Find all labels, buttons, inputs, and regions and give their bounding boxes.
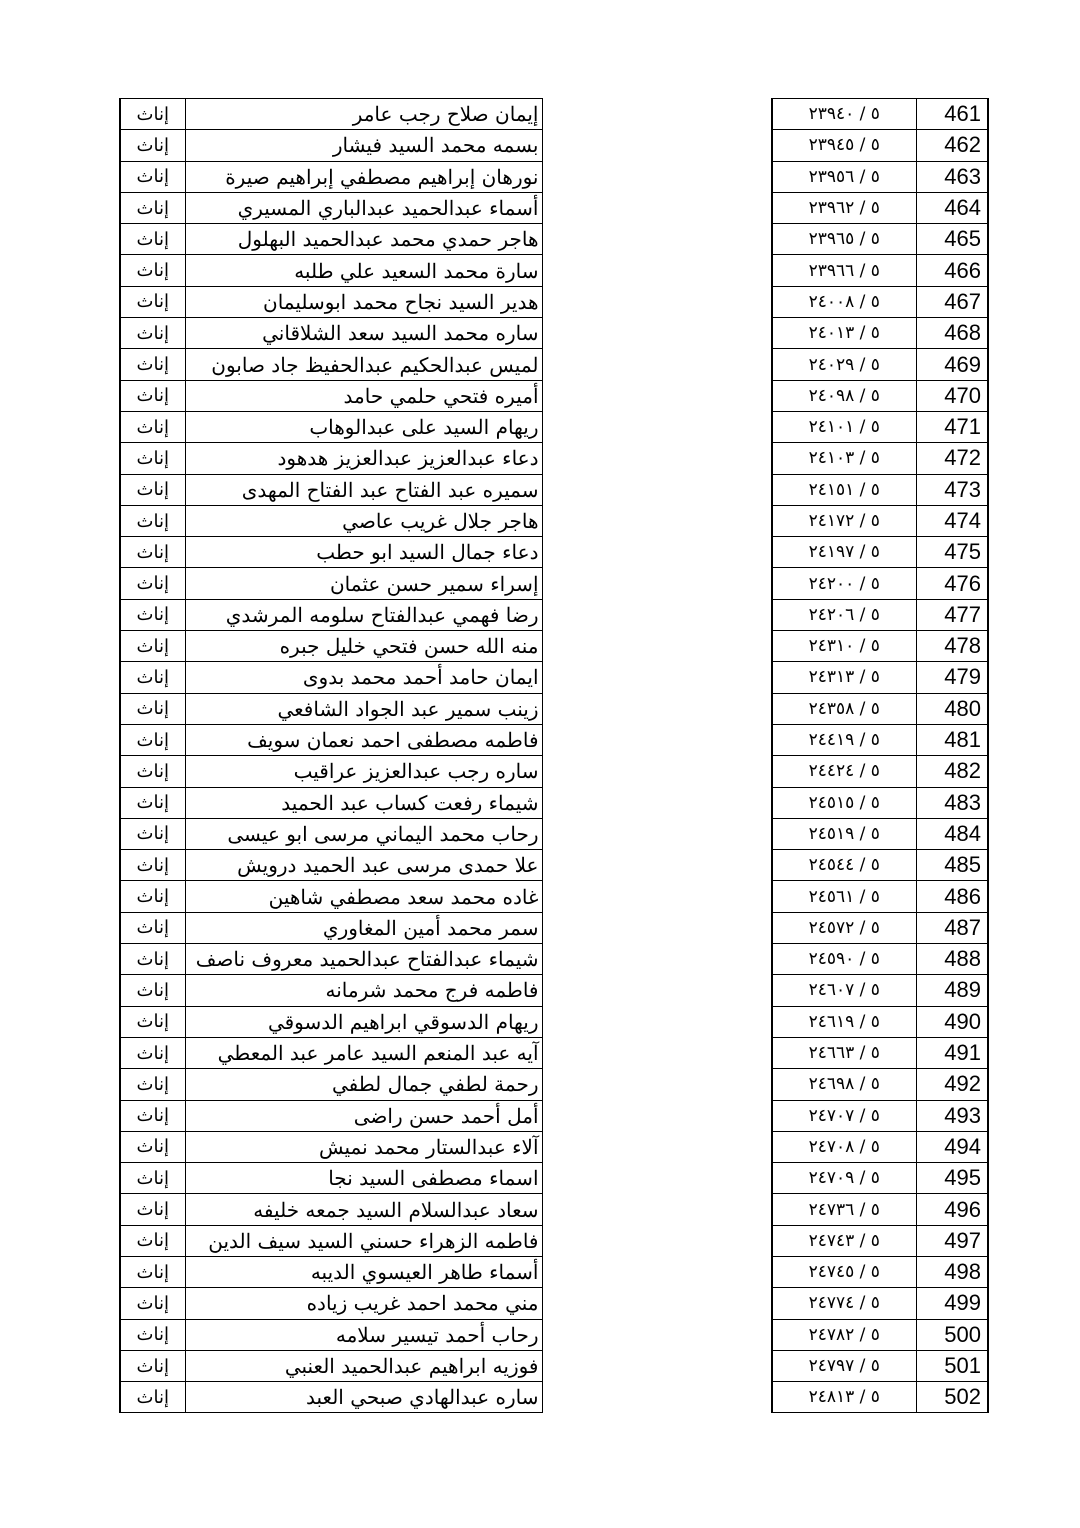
table-row — [772, 881, 988, 912]
code-cell: ٥ / ٢٤١٠١ — [772, 411, 916, 442]
serial-number-cell: 475 — [916, 537, 988, 568]
gender-cell: إناث — [120, 443, 185, 474]
table-row — [772, 787, 988, 818]
gender-cell: إناث — [120, 1225, 185, 1256]
gender-cell: إناث — [120, 474, 185, 505]
serial-number-cell: 481 — [916, 724, 988, 755]
table-row — [120, 380, 542, 411]
table-row — [120, 255, 542, 286]
table-row — [772, 255, 988, 286]
code-cell: ٥ / ٢٣٩٥٦ — [772, 161, 916, 192]
code-cell: ٥ / ٢٤٧٧٤ — [772, 1288, 916, 1319]
serial-number-cell: 473 — [916, 474, 988, 505]
table-row — [772, 944, 988, 975]
serial-number-cell: 497 — [916, 1225, 988, 1256]
name-cell: رحاب محمد اليماني مرسى ابو عيسى — [185, 818, 542, 849]
serial-number-cell: 488 — [916, 944, 988, 975]
table-row — [120, 787, 542, 818]
gender-cell: إناث — [120, 944, 185, 975]
table-row — [120, 537, 542, 568]
code-cell: ٥ / ٢٤٧٠٧ — [772, 1100, 916, 1131]
table-row — [772, 631, 988, 662]
serial-number-cell: 489 — [916, 975, 988, 1006]
name-cell: علا حمدى مرسى عبد الحميد درويش — [185, 850, 542, 881]
table-row — [772, 349, 988, 380]
code-cell: ٥ / ٢٣٩٤٥ — [772, 130, 916, 161]
table-row — [772, 1288, 988, 1319]
table-row — [772, 1006, 988, 1037]
serial-number-cell: 472 — [916, 443, 988, 474]
table-row — [772, 568, 988, 599]
gender-cell: إناث — [120, 599, 185, 630]
names-table-body — [120, 99, 542, 1413]
name-cell: ريهام السيد على عبدالوهاب — [185, 411, 542, 442]
serial-number-cell: 487 — [916, 912, 988, 943]
serial-number-cell: 465 — [916, 224, 988, 255]
serial-number-cell: 494 — [916, 1131, 988, 1162]
name-cell: دعاء عبدالعزيز عبدالعزيز هدهود — [185, 443, 542, 474]
name-cell: إيمان صلاح رجب عامر — [185, 99, 542, 130]
table-row — [120, 443, 542, 474]
code-cell: ٥ / ٢٤٨١٣ — [772, 1382, 916, 1413]
name-cell: سمر محمد أمين المغاوري — [185, 912, 542, 943]
gender-cell: إناث — [120, 850, 185, 881]
code-cell: ٥ / ٢٤٠٢٩ — [772, 349, 916, 380]
name-cell: نورهان إبراهيم مصطفي إبراهيم صيرة — [185, 161, 542, 192]
table-row — [120, 1131, 542, 1162]
gender-cell: إناث — [120, 349, 185, 380]
serial-number-cell: 462 — [916, 130, 988, 161]
name-cell: شيماء رفعت كساب عبد الحميد — [185, 787, 542, 818]
gender-cell: إناث — [120, 286, 185, 317]
code-cell: ٥ / ٢٤٣١٠ — [772, 631, 916, 662]
table-row — [120, 1382, 542, 1413]
table-row — [120, 286, 542, 317]
name-cell: منه الله حسن فتحي خليل جبره — [185, 631, 542, 662]
table-row — [772, 1194, 988, 1225]
table-row — [772, 1382, 988, 1413]
table-row — [120, 411, 542, 442]
code-cell: ٥ / ٢٣٩٦٦ — [772, 255, 916, 286]
name-cell: شيماء عبدالفتاح عبدالحميد معروف ناصف — [185, 944, 542, 975]
table-row — [120, 161, 542, 192]
table-row — [120, 818, 542, 849]
serial-number-cell: 477 — [916, 599, 988, 630]
name-cell: سارة محمد السعيد علي طلبه — [185, 255, 542, 286]
serial-number-cell: 486 — [916, 881, 988, 912]
serial-number-cell: 476 — [916, 568, 988, 599]
codes-table-body — [772, 99, 988, 1413]
code-cell: ٥ / ٢٤٣١٣ — [772, 662, 916, 693]
gender-cell: إناث — [120, 224, 185, 255]
table-row — [772, 130, 988, 161]
table-row — [120, 1225, 542, 1256]
table-row — [772, 318, 988, 349]
table-row — [772, 912, 988, 943]
name-cell: أسماء عبدالحميد عبدالباري المسيري — [185, 192, 542, 223]
serial-number-cell: 499 — [916, 1288, 988, 1319]
gender-cell: إناث — [120, 505, 185, 536]
name-cell: دعاء جمال السيد ابو حطب — [185, 537, 542, 568]
serial-number-cell: 471 — [916, 411, 988, 442]
table-row — [120, 318, 542, 349]
code-cell: ٥ / ٢٤٠٠٨ — [772, 286, 916, 317]
name-cell: ايمان حامد أحمد محمد بدوى — [185, 662, 542, 693]
table-row — [772, 380, 988, 411]
name-cell: فاطمه الزهراء حسني السيد سيف الدين — [185, 1225, 542, 1256]
code-cell: ٥ / ٢٣٩٦٥ — [772, 224, 916, 255]
name-cell: هدير السيد نجاح محمد ابوسليمان — [185, 286, 542, 317]
table-row — [120, 99, 542, 130]
code-cell: ٥ / ٢٤١٠٣ — [772, 443, 916, 474]
name-cell: ريهام الدسوقي ابراهيم الدسوقي — [185, 1006, 542, 1037]
serial-number-cell: 498 — [916, 1256, 988, 1287]
table-row — [772, 224, 988, 255]
name-cell: هاجر جلال غريب عاصي — [185, 505, 542, 536]
table-row — [120, 192, 542, 223]
table-row — [772, 161, 988, 192]
name-cell: رحمة لطفي جمال لطفي — [185, 1069, 542, 1100]
code-cell: ٥ / ٢٤٠١٣ — [772, 318, 916, 349]
gender-cell: إناث — [120, 756, 185, 787]
serial-number-cell: 470 — [916, 380, 988, 411]
table-row — [120, 599, 542, 630]
serial-number-cell: 502 — [916, 1382, 988, 1413]
name-cell: رضا فهمي عبدالفتاح سلومه المرشدي — [185, 599, 542, 630]
code-cell: ٥ / ٢٤٥٦١ — [772, 881, 916, 912]
table-row — [120, 1037, 542, 1068]
serial-number-cell: 483 — [916, 787, 988, 818]
table-row — [120, 1256, 542, 1287]
code-cell: ٥ / ٢٤١٩٧ — [772, 537, 916, 568]
serial-number-cell: 468 — [916, 318, 988, 349]
gender-cell: إناث — [120, 1256, 185, 1287]
gender-cell: إناث — [120, 161, 185, 192]
name-cell: بسمه محمد السيد فيشار — [185, 130, 542, 161]
gender-cell: إناث — [120, 693, 185, 724]
table-row — [772, 693, 988, 724]
table-row — [120, 349, 542, 380]
table-row — [772, 599, 988, 630]
table-row — [772, 975, 988, 1006]
gender-cell: إناث — [120, 1037, 185, 1068]
table-row — [120, 130, 542, 161]
gender-cell: إناث — [120, 1069, 185, 1100]
gender-cell: إناث — [120, 787, 185, 818]
serial-number-cell: 490 — [916, 1006, 988, 1037]
gender-cell: إناث — [120, 724, 185, 755]
gender-cell: إناث — [120, 1382, 185, 1413]
gender-cell: إناث — [120, 1319, 185, 1350]
name-cell: ساره رجب عبدالعزيز عراقيب — [185, 756, 542, 787]
name-cell: ساره محمد السيد سعد الشلاقاني — [185, 318, 542, 349]
table-row — [120, 850, 542, 881]
gender-cell: إناث — [120, 1163, 185, 1194]
name-cell: غاده محمد سعد مصطفي شاهين — [185, 881, 542, 912]
code-cell: ٥ / ٢٤٦٦٣ — [772, 1037, 916, 1068]
name-cell: مني محمد احمد غريب زياده — [185, 1288, 542, 1319]
serial-number-cell: 474 — [916, 505, 988, 536]
name-cell: آيه عبد المنعم السيد عامر عبد المعطي — [185, 1037, 542, 1068]
serial-number-cell: 484 — [916, 818, 988, 849]
gender-cell: إناث — [120, 1006, 185, 1037]
gender-cell: إناث — [120, 1100, 185, 1131]
table-row — [772, 411, 988, 442]
table-row — [120, 662, 542, 693]
name-cell: اسماء مصطفى السيد نجا — [185, 1163, 542, 1194]
code-cell: ٥ / ٢٤٥٧٢ — [772, 912, 916, 943]
serial-number-cell: 485 — [916, 850, 988, 881]
table-row — [120, 1194, 542, 1225]
code-cell: ٥ / ٢٤٥١٩ — [772, 818, 916, 849]
table-row — [120, 631, 542, 662]
names-table — [119, 98, 543, 1413]
serial-number-cell: 461 — [916, 99, 988, 130]
gender-cell: إناث — [120, 192, 185, 223]
serial-number-cell: 478 — [916, 631, 988, 662]
table-row — [120, 881, 542, 912]
serial-number-cell: 467 — [916, 286, 988, 317]
code-cell: ٥ / ٢٤٢٠٠ — [772, 568, 916, 599]
table-row — [120, 912, 542, 943]
table-row — [772, 474, 988, 505]
table-row — [120, 568, 542, 599]
gender-cell: إناث — [120, 1194, 185, 1225]
code-cell: ٥ / ٢٤٦٠٧ — [772, 975, 916, 1006]
table-row — [772, 286, 988, 317]
table-row — [120, 975, 542, 1006]
gender-cell: إناث — [120, 881, 185, 912]
code-cell: ٥ / ٢٤١٧٢ — [772, 505, 916, 536]
table-row — [772, 1163, 988, 1194]
table-row — [772, 1037, 988, 1068]
serial-number-cell: 466 — [916, 255, 988, 286]
table-row — [772, 443, 988, 474]
serial-number-cell: 480 — [916, 693, 988, 724]
name-cell: فاطمه فرج محمد شرمانه — [185, 975, 542, 1006]
name-cell: فاطمه مصطفى احمد نعمان سويف — [185, 724, 542, 755]
serial-number-cell: 495 — [916, 1163, 988, 1194]
gender-cell: إناث — [120, 380, 185, 411]
gender-cell: إناث — [120, 1288, 185, 1319]
table-row — [772, 1256, 988, 1287]
code-cell: ٥ / ٢٤٧٤٣ — [772, 1225, 916, 1256]
name-cell: سميره عبد الفتاح عبد الفتاح المهدى — [185, 474, 542, 505]
serial-number-cell: 482 — [916, 756, 988, 787]
code-cell: ٥ / ٢٣٩٦٢ — [772, 192, 916, 223]
codes-table — [771, 98, 989, 1413]
code-cell: ٥ / ٢٤٧٨٢ — [772, 1319, 916, 1350]
table-row — [772, 1350, 988, 1381]
table-row — [772, 99, 988, 130]
table-row — [120, 1100, 542, 1131]
name-cell: أسماء طاهر العيسوي الديبه — [185, 1256, 542, 1287]
table-row — [120, 756, 542, 787]
name-cell: سعاد عبدالسلام السيد جمعه خليفه — [185, 1194, 542, 1225]
table-row — [772, 818, 988, 849]
serial-number-cell: 469 — [916, 349, 988, 380]
code-cell: ٥ / ٢٤٧٩٧ — [772, 1350, 916, 1381]
table-row — [120, 693, 542, 724]
serial-number-cell: 496 — [916, 1194, 988, 1225]
code-cell: ٥ / ٢٤٤١٩ — [772, 724, 916, 755]
table-row — [120, 474, 542, 505]
serial-number-cell: 500 — [916, 1319, 988, 1350]
name-cell: فوزيه ابراهيم عبدالحميد العنبي — [185, 1350, 542, 1381]
code-cell: ٥ / ٢٤٥٤٤ — [772, 850, 916, 881]
table-row — [772, 1225, 988, 1256]
gender-cell: إناث — [120, 537, 185, 568]
gender-cell: إناث — [120, 318, 185, 349]
gender-cell: إناث — [120, 975, 185, 1006]
code-cell: ٥ / ٢٤٥١٥ — [772, 787, 916, 818]
table-row — [120, 1163, 542, 1194]
name-cell: آلاء عبدالستار محمد نميش — [185, 1131, 542, 1162]
gender-cell: إناث — [120, 1131, 185, 1162]
table-row — [772, 1069, 988, 1100]
name-cell: رحاب أحمد تيسير سلامه — [185, 1319, 542, 1350]
gender-cell: إناث — [120, 631, 185, 662]
code-cell: ٥ / ٢٤٧٣٦ — [772, 1194, 916, 1225]
code-cell: ٥ / ٢٤٦٩٨ — [772, 1069, 916, 1100]
table-row — [772, 662, 988, 693]
code-cell: ٥ / ٢٤٧٤٥ — [772, 1256, 916, 1287]
table-row — [120, 505, 542, 536]
gender-cell: إناث — [120, 1350, 185, 1381]
code-cell: ٥ / ٢٤٢٠٦ — [772, 599, 916, 630]
code-cell: ٥ / ٢٤٤٢٤ — [772, 756, 916, 787]
table-row — [772, 1131, 988, 1162]
gender-cell: إناث — [120, 411, 185, 442]
serial-number-cell: 464 — [916, 192, 988, 223]
code-cell: ٥ / ٢٣٩٤٠ — [772, 99, 916, 130]
gender-cell: إناث — [120, 912, 185, 943]
table-row — [120, 224, 542, 255]
table-row — [120, 724, 542, 755]
name-cell: ساره عبدالهادي صبحي العبد — [185, 1382, 542, 1413]
table-row — [772, 1319, 988, 1350]
name-cell: إسراء سمير حسن عثمان — [185, 568, 542, 599]
code-cell: ٥ / ٢٤١٥١ — [772, 474, 916, 505]
code-cell: ٥ / ٢٤٦١٩ — [772, 1006, 916, 1037]
table-row — [772, 505, 988, 536]
serial-number-cell: 491 — [916, 1037, 988, 1068]
table-row — [120, 1350, 542, 1381]
code-cell: ٥ / ٢٤٠٩٨ — [772, 380, 916, 411]
serial-number-cell: 501 — [916, 1350, 988, 1381]
table-row — [120, 1288, 542, 1319]
gender-cell: إناث — [120, 662, 185, 693]
table-row — [772, 537, 988, 568]
serial-number-cell: 492 — [916, 1069, 988, 1100]
table-row — [772, 1100, 988, 1131]
gender-cell: إناث — [120, 255, 185, 286]
gender-cell: إناث — [120, 130, 185, 161]
serial-number-cell: 463 — [916, 161, 988, 192]
name-cell: هاجر حمدي محمد عبدالحميد البهلول — [185, 224, 542, 255]
serial-number-cell: 479 — [916, 662, 988, 693]
table-row — [120, 1069, 542, 1100]
table-row — [772, 756, 988, 787]
code-cell: ٥ / ٢٤٧٠٩ — [772, 1163, 916, 1194]
table-row — [772, 724, 988, 755]
name-cell: لميس عبدالحكيم عبدالحفيظ جاد صابون — [185, 349, 542, 380]
table-row — [120, 1319, 542, 1350]
table-row — [772, 850, 988, 881]
table-row — [772, 192, 988, 223]
table-row — [120, 944, 542, 975]
code-cell: ٥ / ٢٤٣٥٨ — [772, 693, 916, 724]
name-cell: أمل أحمد حسن راضى — [185, 1100, 542, 1131]
code-cell: ٥ / ٢٤٥٩٠ — [772, 944, 916, 975]
table-row — [120, 1006, 542, 1037]
gender-cell: إناث — [120, 99, 185, 130]
gender-cell: إناث — [120, 568, 185, 599]
code-cell: ٥ / ٢٤٧٠٨ — [772, 1131, 916, 1162]
name-cell: زينب سمير عبد الجواد الشافعي — [185, 693, 542, 724]
name-cell: أميره فتحي حلمي حامد — [185, 380, 542, 411]
serial-number-cell: 493 — [916, 1100, 988, 1131]
gender-cell: إناث — [120, 818, 185, 849]
